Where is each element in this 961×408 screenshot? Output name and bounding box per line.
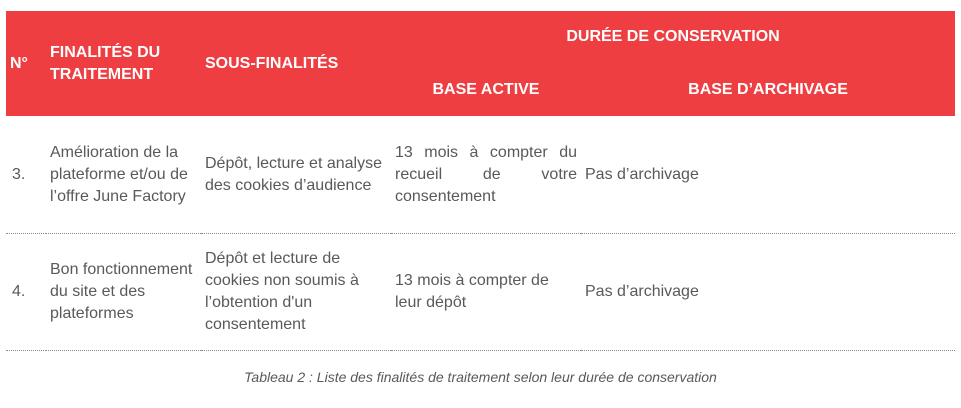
header-sous-finalites: SOUS-FINALITÉS bbox=[201, 11, 391, 116]
cell-sous-finalite: Dépôt, lecture et analyse des cookies d’audience bbox=[201, 116, 391, 234]
table-row bbox=[6, 116, 955, 234]
cell-finalite: Amélioration de la plateforme et/ou de l’offre June Factory bbox=[46, 116, 201, 234]
header-num: N° bbox=[6, 11, 46, 116]
table-caption: Tableau 2 : Liste des finalités de traitement selon leur durée de conservation bbox=[244, 369, 717, 385]
table-row bbox=[6, 234, 955, 351]
cell-base-archivage: Pas d’archivage bbox=[581, 116, 955, 234]
cell-num: 4. bbox=[6, 234, 46, 351]
retention-table bbox=[6, 11, 955, 351]
header-base-active: BASE ACTIVE bbox=[391, 63, 581, 116]
header-duree-conservation: DURÉE DE CONSERVATION bbox=[391, 11, 955, 63]
cell-num: 3. bbox=[6, 116, 46, 234]
cell-sous-finalite: Dépôt et lecture de cookies non soumis à l’obtention d'un consentement bbox=[201, 234, 391, 351]
header-finalites: FINALITÉS DU TRAITEMENT bbox=[46, 11, 201, 116]
header-row-1 bbox=[6, 11, 955, 63]
header-base-archivage: BASE D’ARCHIVAGE bbox=[581, 63, 955, 116]
cell-base-active: 13 mois à compter de leur dépôt bbox=[391, 234, 581, 351]
cell-base-archivage: Pas d’archivage bbox=[581, 234, 955, 351]
cell-base-active: 13 mois à compter du recueil de votre consentement bbox=[391, 116, 581, 234]
cell-finalite: Bon fonctionnement du site et des plateformes bbox=[46, 234, 201, 351]
